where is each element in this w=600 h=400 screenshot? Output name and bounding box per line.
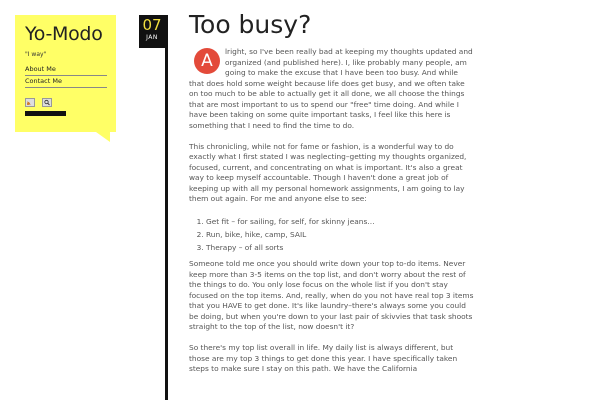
- sidebar-bar: [25, 111, 66, 116]
- rss-icon[interactable]: [25, 98, 35, 107]
- site-title[interactable]: Yo-Modo: [25, 23, 103, 45]
- sidebar-note: [15, 15, 116, 132]
- search-icon[interactable]: [42, 98, 52, 107]
- list-item: 2. Run, bike, hike, camp, SAIL: [206, 228, 475, 241]
- nav-about-me[interactable]: About Me: [25, 64, 107, 76]
- post-paragraph: So there's my top list overall in life. My daily list is always different, but those are my top 3 things to get done this year. I have specifically taken steps to make sure I stay on this path. We have the California: [189, 343, 458, 373]
- post-date-month: JAN: [146, 34, 158, 41]
- post-date-day: 07: [142, 16, 162, 34]
- post-paragraph-text: lright, so I've been really bad at keeping my thoughts updated and organized (and published here). I, like probably many people, am going to make the excuse that I have been too busy. And while that does hold some weight because life does get busy, and we often take on too much to be able to actually get it all done, we all choose the things that are most important to us to spend our "free" time doing. And while I have been taking on some quite important tasks, I feel like this here is something that I need to find the time to do.: [189, 47, 473, 130]
- list-item: 3. Therapy – of all sorts: [206, 241, 475, 254]
- post-body: [189, 47, 475, 385]
- drop-cap: A: [194, 48, 220, 74]
- sidebar-nav: [25, 64, 107, 88]
- note-tail: [96, 132, 110, 142]
- timeline-line: [165, 15, 168, 400]
- post-paragraph: This chronicling, while not for fame or fashion, is a wonderful way to do exactly what I first stated I was neglecting–getting my thoughts organized, focused, current, and concentrating on what is important. It's also a great way to keep myself accountable. Though I haven't done a great job of keeping up with all my personal homework assignments, I am going to lay them out again. For me and anyone else to see:: [189, 141, 467, 203]
- nav-contact-me[interactable]: Contact Me: [25, 76, 107, 88]
- post-paragraph: Someone told me once you should write down your top to-do items. Never keep more than 3-5 items on the top list, and don't worry about the rest of the things to do. You only lose focus on the whole list if you don't stay focused on the top items. And, really, when do you not have real top 3 items that you HAVE to get done. It's like laundry–there's always some you could be doing, but when you're down to your last pair of skivvies that task shoots straight to the top of the list, now doesn't it?: [189, 259, 474, 331]
- list-item: 1. Get fit – for sailing, for self, for skinny jeans…: [206, 215, 475, 228]
- post-date: [139, 15, 165, 48]
- post-list: [189, 215, 475, 254]
- site-tagline: "I way": [25, 51, 47, 58]
- sidebar-icons: [25, 92, 54, 111]
- post-paragraph: [189, 47, 475, 131]
- post-title[interactable]: Too busy?: [189, 10, 312, 39]
